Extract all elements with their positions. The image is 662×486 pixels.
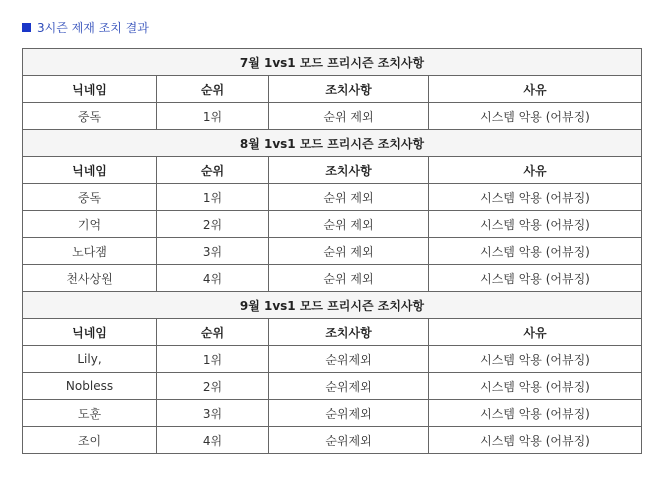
table-cell: 순위제외: [269, 373, 429, 400]
table-cell: 3위: [157, 400, 269, 427]
table-cell: 중독: [23, 103, 157, 130]
table-row: [23, 400, 642, 427]
table-cell: Lily,: [23, 346, 157, 373]
section-title: 8월 1vs1 모드 프리시즌 조치사항: [23, 130, 642, 157]
table-cell: 1위: [157, 184, 269, 211]
table-cell: 3위: [157, 238, 269, 265]
table-row: [23, 238, 642, 265]
sanctions-table: [22, 48, 642, 454]
column-header: 조치사항: [269, 76, 429, 103]
table-cell: 천사상원: [23, 265, 157, 292]
table-cell: 순위 제외: [269, 184, 429, 211]
page-heading: [22, 17, 149, 37]
section-title-row: [23, 292, 642, 319]
table-cell: 시스템 악용 (어뷰징): [429, 211, 642, 238]
table-cell: 시스템 악용 (어뷰징): [429, 400, 642, 427]
column-header-row: [23, 157, 642, 184]
table-row: [23, 427, 642, 454]
column-header: 조치사항: [269, 319, 429, 346]
table-cell: 4위: [157, 427, 269, 454]
column-header: 사유: [429, 319, 642, 346]
section-title-row: [23, 130, 642, 157]
column-header: 사유: [429, 76, 642, 103]
section-title: 9월 1vs1 모드 프리시즌 조치사항: [23, 292, 642, 319]
section-title-row: [23, 49, 642, 76]
table-cell: 시스템 악용 (어뷰징): [429, 346, 642, 373]
table-cell: 2위: [157, 211, 269, 238]
section-title: 7월 1vs1 모드 프리시즌 조치사항: [23, 49, 642, 76]
column-header-row: [23, 319, 642, 346]
column-header: 사유: [429, 157, 642, 184]
table-cell: Nobless: [23, 373, 157, 400]
column-header: 닉네임: [23, 157, 157, 184]
table-cell: 기억: [23, 211, 157, 238]
blue-square-icon: [22, 23, 31, 32]
table-cell: 순위 제외: [269, 211, 429, 238]
table-cell: 1위: [157, 346, 269, 373]
table-cell: 1위: [157, 103, 269, 130]
table-row: [23, 103, 642, 130]
table-cell: 도훈: [23, 400, 157, 427]
table-row: [23, 211, 642, 238]
table-cell: 순위 제외: [269, 238, 429, 265]
table-cell: 순위제외: [269, 346, 429, 373]
column-header-row: [23, 76, 642, 103]
column-header: 조치사항: [269, 157, 429, 184]
column-header: 닉네임: [23, 319, 157, 346]
column-header: 닉네임: [23, 76, 157, 103]
table-cell: 시스템 악용 (어뷰징): [429, 427, 642, 454]
table-cell: 중독: [23, 184, 157, 211]
column-header: 순위: [157, 157, 269, 184]
table-cell: 노다잼: [23, 238, 157, 265]
heading-text: 3시즌 제재 조치 결과: [37, 20, 149, 35]
table-cell: 시스템 악용 (어뷰징): [429, 184, 642, 211]
table-cell: 시스템 악용 (어뷰징): [429, 238, 642, 265]
sanctions-table-body: [23, 49, 642, 454]
table-cell: 시스템 악용 (어뷰징): [429, 373, 642, 400]
table-cell: 순위제외: [269, 400, 429, 427]
table-cell: 순위 제외: [269, 103, 429, 130]
column-header: 순위: [157, 76, 269, 103]
table-cell: 조이: [23, 427, 157, 454]
table-row: [23, 373, 642, 400]
table-row: [23, 184, 642, 211]
table-cell: 순위 제외: [269, 265, 429, 292]
table-row: [23, 265, 642, 292]
table-cell: 4위: [157, 265, 269, 292]
table-row: [23, 346, 642, 373]
table-cell: 시스템 악용 (어뷰징): [429, 265, 642, 292]
column-header: 순위: [157, 319, 269, 346]
table-cell: 2위: [157, 373, 269, 400]
table-cell: 시스템 악용 (어뷰징): [429, 103, 642, 130]
table-cell: 순위제외: [269, 427, 429, 454]
